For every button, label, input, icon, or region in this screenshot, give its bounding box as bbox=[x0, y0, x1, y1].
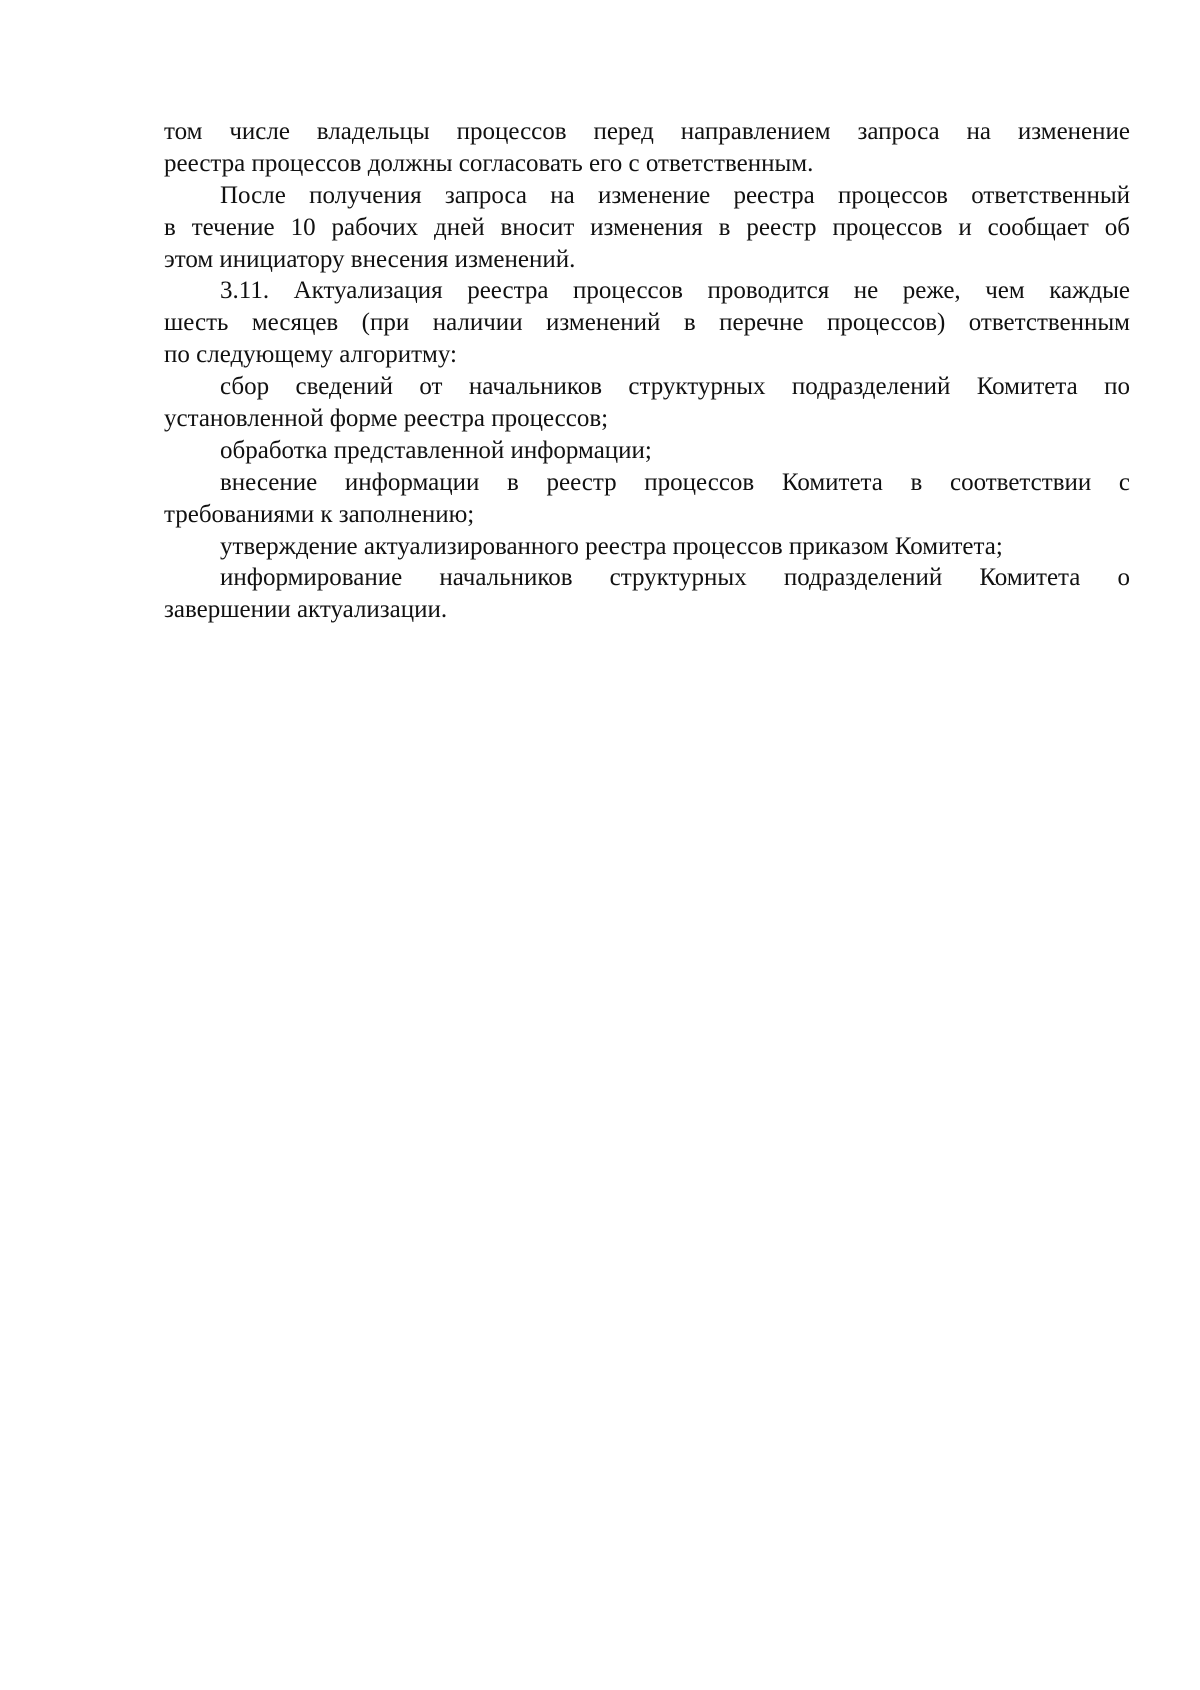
text-line: внесение информации в реестр процессов Комитета в соответствии с bbox=[220, 468, 1130, 496]
text-line: установленной форме реестра процессов; bbox=[164, 405, 609, 433]
text-line: завершении актуализации. bbox=[164, 596, 448, 624]
text-line: шесть месяцев (при наличии изменений в перечне процессов) ответственным bbox=[164, 309, 1130, 337]
text-line: том числе владельцы процессов перед направлением запроса на изменение bbox=[164, 118, 1130, 145]
text-line: в течение 10 рабочих дней вносит изменения в реестр процессов и сообщает об bbox=[164, 213, 1130, 241]
text-line: по следующему алгоритму: bbox=[164, 341, 457, 369]
text-line: сбор сведений от начальников структурных подразделений Комитета по bbox=[220, 373, 1130, 401]
text-line: реестра процессов должны согласовать его с ответственным. bbox=[164, 149, 814, 177]
text-line: утверждение актуализированного реестра процессов приказом Комитета; bbox=[220, 532, 1003, 560]
text-line: этом инициатору внесения изменений. bbox=[164, 245, 576, 273]
text-line: 3.11. Актуализация реестра процессов проводится не реже, чем каждые bbox=[220, 277, 1130, 305]
text-line: информирование начальников структурных подразделений Комитета о bbox=[220, 564, 1130, 592]
text-line: требованиями к заполнению; bbox=[164, 500, 475, 528]
text-line: обработка представленной информации; bbox=[220, 436, 652, 464]
document-body bbox=[164, 116, 1130, 626]
text-line: После получения запроса на изменение реестра процессов ответственный bbox=[220, 181, 1130, 209]
